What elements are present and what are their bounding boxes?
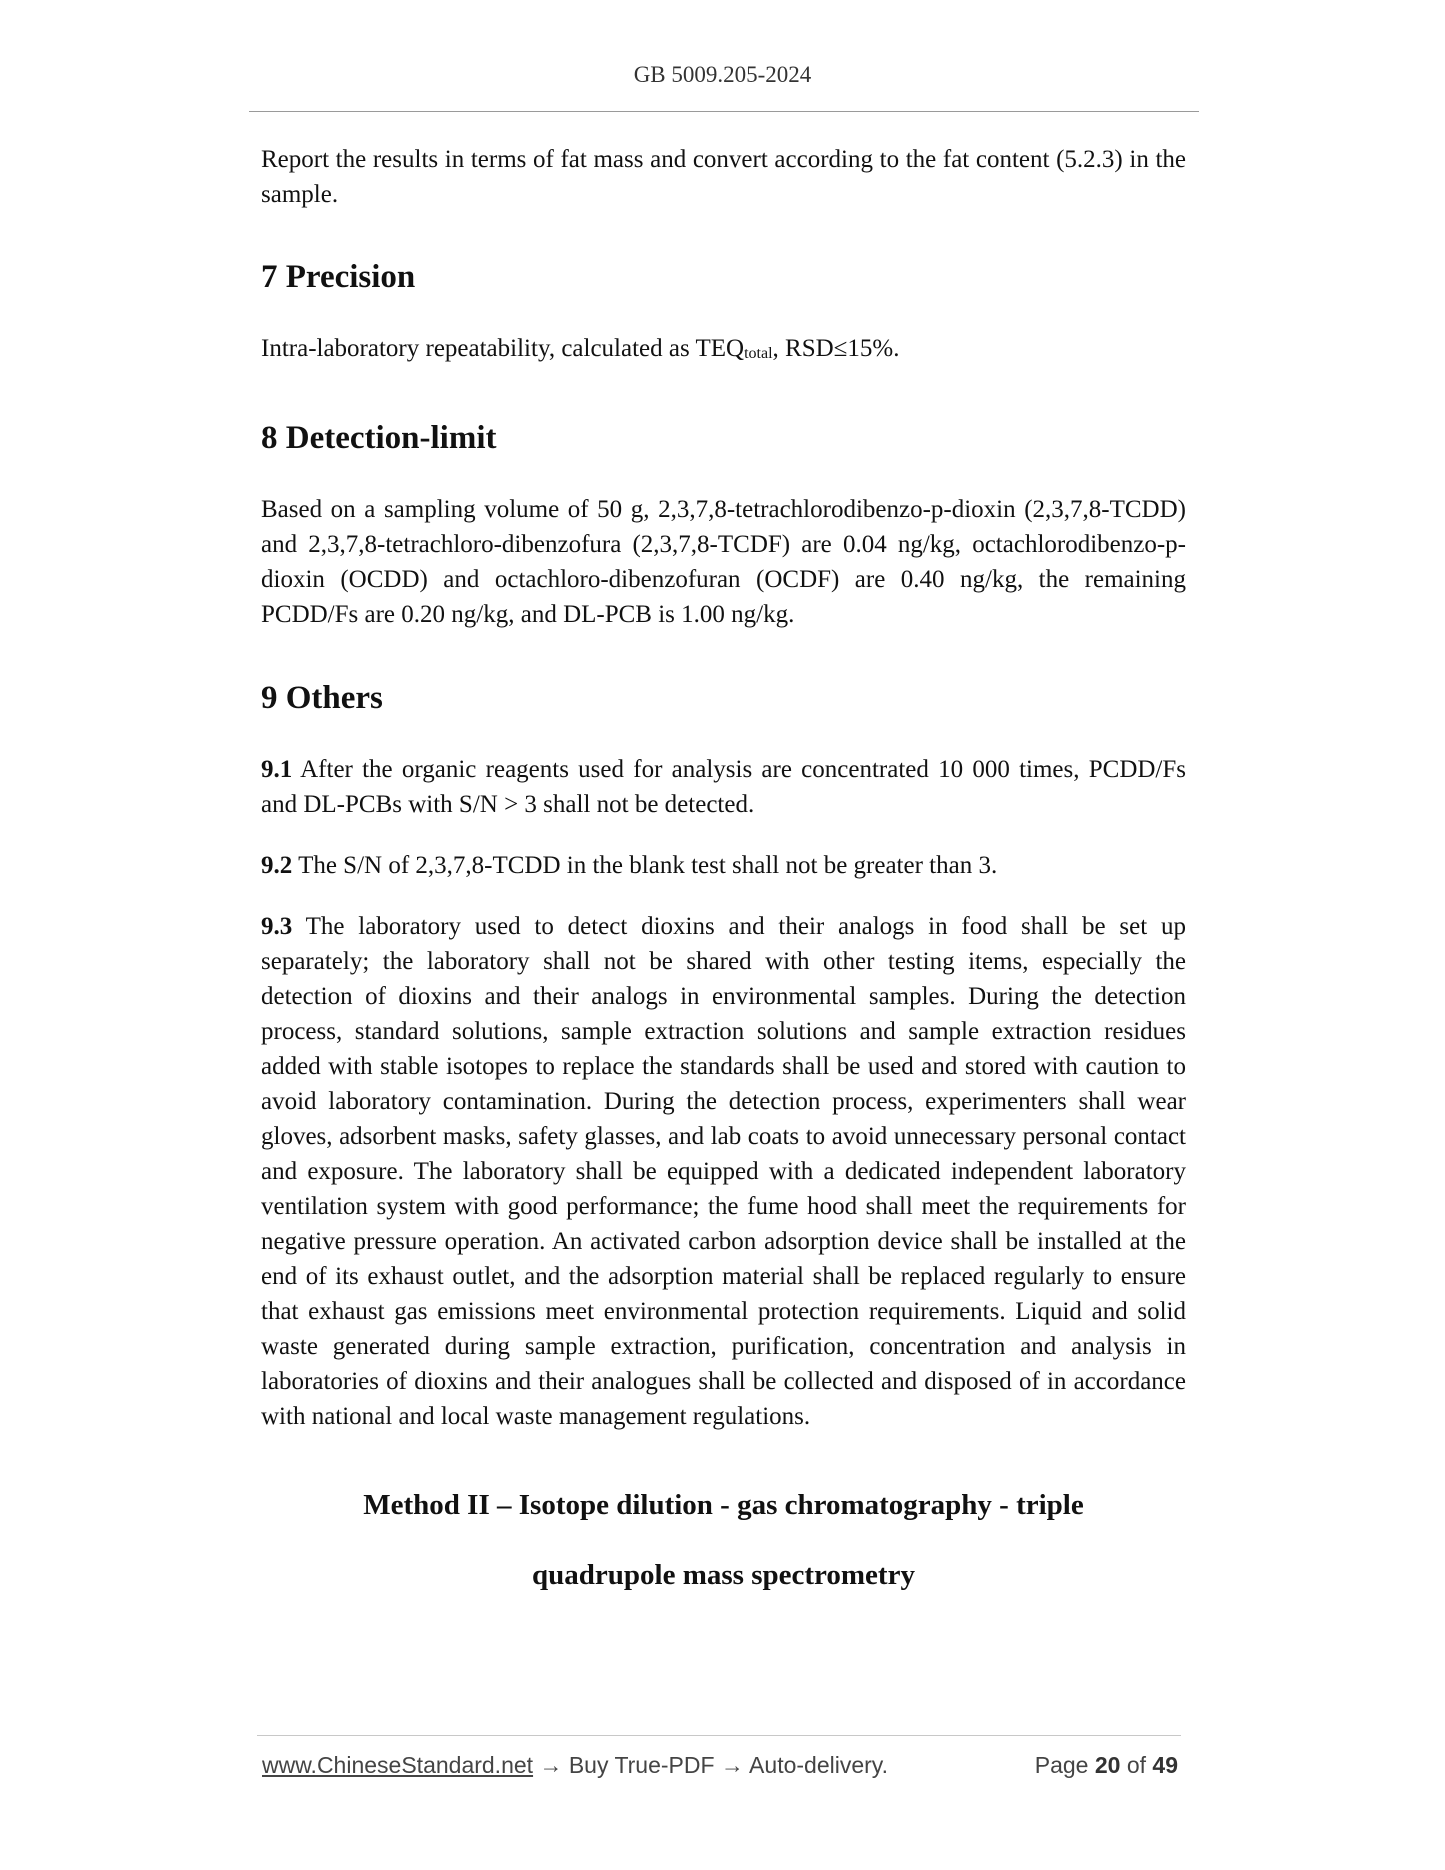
section-9-heading: 9 Others bbox=[261, 680, 383, 716]
clause-number: 9.2 bbox=[261, 852, 293, 879]
teq-subscript: total bbox=[744, 345, 773, 362]
section-8-heading: 8 Detection-limit bbox=[261, 420, 497, 456]
section-7-heading: 7 Precision bbox=[261, 259, 416, 295]
page-footer bbox=[262, 1752, 1178, 1784]
page-content bbox=[261, 142, 1186, 1610]
clause-9-1 bbox=[261, 752, 1186, 822]
precision-text-tail: , RSD≤15%. bbox=[772, 335, 900, 362]
intro-paragraph: Report the results in terms of fat mass and convert according to the fat content (5.2.3) in the sample. bbox=[261, 146, 1186, 208]
page-number bbox=[1035, 1752, 1178, 1779]
clause-number: 9.1 bbox=[261, 756, 293, 783]
running-header: GB 5009.205-2024 bbox=[633, 62, 812, 87]
method-title-line-2: quadrupole mass spectrometry bbox=[532, 1559, 915, 1591]
footer-promo-text: → Buy True-PDF → Auto-delivery. bbox=[533, 1752, 888, 1778]
clause-text: The S/N of 2,3,7,8-TCDD in the blank test shall not be greater than 3. bbox=[298, 852, 998, 879]
chinesestandard-link[interactable]: www.ChineseStandard.net bbox=[262, 1752, 534, 1778]
clause-text: The laboratory used to detect dioxins and their analogs in food shall be set up separately; the laboratory shall not be shared with other testing items, especially the detection of dioxins and their analogs in environmental samples. During the detection process, standard solutions, sample extraction solutions and sample extraction residues added with stable isotopes to replace the standards shall be used and stored with caution to avoid laboratory contamination. During the detection process, experimenters shall wear gloves, adsorbent masks, safety glasses, and lab coats to avoid unnecessary personal contact and exposure. The laboratory shall be equipped with a dedicated independent laboratory ventilation system with good performance; the fume hood shall meet the requirements for negative pressure operation. An activated carbon adsorption device shall be installed at the end of its exhaust outlet, and the adsorption material shall be replaced regularly to ensure that exhaust gas emissions meet environmental protection requirements. Liquid and solid waste generated during sample extraction, purification, concentration and analysis in laboratories of dioxins and their analogues shall be collected and disposed of in accordance with national and local waste management regulations. bbox=[261, 913, 1186, 1430]
page-of-label: of bbox=[1126, 1752, 1147, 1778]
header-rule bbox=[249, 111, 1199, 112]
page-total: 49 bbox=[1152, 1752, 1178, 1778]
clause-9-3 bbox=[261, 909, 1186, 1434]
footer-promo bbox=[262, 1752, 888, 1779]
clause-text: After the organic reagents used for analysis are concentrated 10 000 times, PCDD/Fs and DL-PCBs with S/N > 3 shall not be detected. bbox=[261, 756, 1187, 818]
precision-text-lead: Intra-laboratory repeatability, calculated as TEQ bbox=[261, 335, 745, 362]
page-label: Page bbox=[1034, 1752, 1089, 1778]
section-7-text bbox=[261, 331, 1186, 371]
clause-number: 9.3 bbox=[261, 913, 293, 940]
clause-9-2 bbox=[261, 848, 1186, 883]
method-title-line-1: Method II – Isotope dilution - gas chromatography - triple bbox=[363, 1489, 1084, 1521]
footer-rule bbox=[257, 1735, 1181, 1736]
section-8-text: Based on a sampling volume of 50 g, 2,3,7,8-tetrachlorodibenzo-p-dioxin (2,3,7,8-TCDD) and 2,3,7,8-tetrachloro-dibenzofura (2,3,7,8-TCDF) are 0.04 ng/kg, octachlorodibenzo-p-dioxin (OCDD) and octachloro-dibenzofuran (OCDF) are 0.40 ng/kg, the remaining PCDD/Fs are 0.20 ng/kg, and DL-PCB is 1.00 ng/kg. bbox=[261, 496, 1186, 628]
page-current: 20 bbox=[1094, 1752, 1121, 1778]
